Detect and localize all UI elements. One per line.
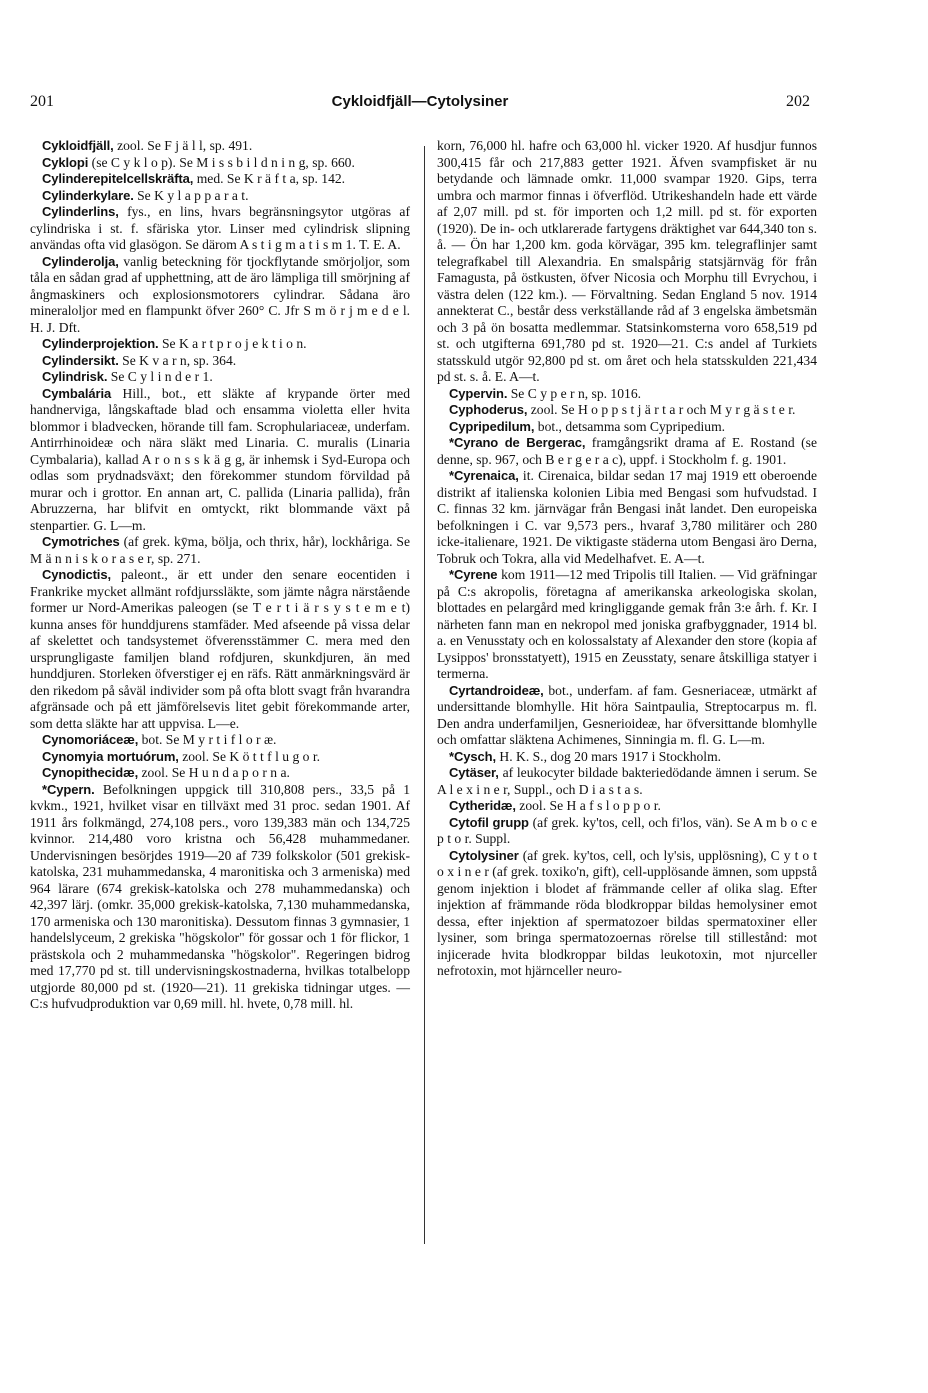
entry-headword: *Cyrene — [449, 567, 498, 582]
entry-text: framgångsrikt drama af E. Rostand (se denne, sp. 967, och B e r g e r a c), uppf. i Stockholm f. g. 1901. — [437, 435, 817, 467]
entry-headword: Cypripedilum, — [449, 418, 535, 434]
entry-text: paleont., är ett under den senare eocentiden i Frankrike mycket allmänt rofdjurssläkte, som jämte några närstående former ur Nord-Amerikas paleogen (se T e r t i ä r s y s t e m e t) kunna anses för hunddjurens stamfäder. Med afseende på vissa delar af skelettet och tandsystemet öfverensstämmer C. mera med den ursprungligaste familjen bland rofdjuren, skunkdjuren, än med hunddjuren. Storleken öfverstiger ej en räfs. Rätt anmärkningsvärd är den rikedom på såväl individer som på ofta blott svagt från hvarandra afgränsade och på ett jämförelsevis litet gebit förekommande arter, som detta släkte har att uppvisa. L—e. — [30, 567, 410, 731]
entry-headword: Cynodictis, — [42, 567, 111, 582]
entry-text: zool. Se F j ä l l, sp. 491. — [113, 138, 253, 153]
entry-text: bot. Se M y r t i f l o r æ. — [138, 732, 277, 747]
entry-headword: *Cypern. — [42, 781, 95, 797]
entry-text: fys., en lins, hvars begränsningsytor utgöras af cylindriska i st. f. sfäriska ytor. Linser med cylindrisk slipning användas ofta vid glasögon. Se därom A s t i g m a t i s m 1. T. E. A. — [30, 204, 410, 252]
entry-text: it. Cirenaica, bildar sedan 17 maj 1919 ett oberoende distrikt af italienska kolonien Libia med Bengasi som hufvudstad. I C. finnas 32 km. järnvägar från Bengasi inåt landet. Den europeiska befolkningen i C. var 9,573 pers., hvaraf 3,780 militärer och 280 icke-italienare, 1921. De viktigaste städerna utom Bengasi äro Derna, Tobruk och Tokra, alla vid Medelhafvet. E. A—t. — [437, 468, 817, 566]
dictionary-entry — [437, 798, 817, 815]
entry-text: zool. Se H u n d a p o r n a. — [138, 765, 290, 780]
entry-headword: Cynomoriáceæ, — [42, 732, 139, 747]
entry-text: zool. Se K ö t t f l u g o r. — [178, 748, 321, 764]
dictionary-entry — [437, 567, 817, 683]
entry-text: (af grek. ky'tos, cell, och fi'los, vän). Se A m b o c e p t o r. Suppl. — [437, 814, 818, 846]
page-header — [30, 93, 810, 117]
entry-text: Hill., bot., ett släkte af krypande örter med handnerviga, långskaftade blad och ensamma violetta eller hvita blommor i bladvecken, hörande till fam. Scrophulariaceæ, underfam. Antirrhinoideæ och nära släkt med Linaria. C. muralis (Linaria Cymbalaria), kallad A r o n s s k ä g g, är inhemsk i Syd-Europa och odlas som prydnadsväxt; den förekommer stundom förvildad på murar och i grottor. En annan art, C. pallida (Linaria pallida), från Abruzzerna, har blifvit en omtyckt, rikt blommande växt på stenpartier. G. L—m. — [30, 385, 410, 533]
entry-text: (af grek. kȳma, bölja, och thrix, hår), lockhåriga. Se M ä n n i s k o r a s e r, sp. 271. — [30, 534, 410, 566]
entry-headword: Cynomyia mortuórum, — [42, 748, 179, 764]
dictionary-entry — [30, 765, 410, 782]
dictionary-entry — [30, 353, 410, 370]
dictionary-entry — [437, 683, 817, 749]
entry-headword: Cypervin. — [449, 385, 508, 401]
entry-headword: Cymbalária — [42, 385, 112, 401]
entry-text: korn, 76,000 hl. hafre och 63,000 hl. vicker 1920. Af husdjur funnos 300,415 får och 217,883 getter 1921. Äfven svampfisket är nu betydande och lämnade omkr. 11,000 svampar 1920. Gips, terra umbra och marmor finnas i öfverflöd. Utrikeshandeln hade ett värde af 2,07 mill. pd st. för importen och 1,2 mill. pd st. för exporten (1920). De in- och utklarerade fartygens dräktighet var 644,340 ton s. å. — Ön har 1,200 km. goda körvägar, 395 km. telegraflinjer samt telegrafkabel till Alexandria. En smalspårig statsjärnväg för från Famagusta, på östkusten, öfver Nicosia och Morphu till Evrychou, i västra delen (122 km.). — Förvaltning. Sedan England 5 nov. 1914 annekterat C., består dess verkställande råd af 3 engelska ämbetsmän och 3 på ön bosatta medlemmar. Statsinkomsterna voro 658,519 pd st. och utgifterna 691,780 pd st. 1920—21. C:s andel af Turkiets statsskuld utgör 92,800 pd st. om året och hela statsskulden 221,434 pd st. s. å. E. A—t. — [437, 138, 817, 384]
entry-headword: Cynopithecidæ, — [42, 765, 139, 780]
entry-text: af leukocyter bildade bakteriedödande ämnen i serum. Se A l e x i n e r, Suppl., och D i a s t a s. — [437, 765, 817, 797]
dictionary-entry — [437, 815, 817, 848]
entry-headword: Cytäser, — [449, 765, 499, 780]
entry-headword: Cytolysiner — [449, 847, 519, 863]
dictionary-entry — [437, 848, 817, 980]
entry-headword: Cymotriches — [42, 534, 120, 549]
entry-headword: Cyrtandroideæ, — [449, 682, 544, 698]
dictionary-entry — [30, 749, 410, 766]
dictionary-entry — [437, 402, 817, 419]
entry-text: Se K v a r n, sp. 364. — [118, 352, 237, 368]
page-number-left: 201 — [30, 93, 54, 110]
entry-headword: Cylinderkylare. — [42, 187, 134, 203]
entry-headword: *Cyrenaica, — [449, 468, 519, 483]
entry-headword: Cylinderprojektion. — [42, 336, 159, 351]
dictionary-entry — [30, 204, 410, 254]
entry-headword: Cylinderolja, — [42, 253, 119, 269]
entry-text: bot., underfam. af fam. Gesneriaceæ, utmärkt af undersittande blomhylle. Hit höra Saintpaulia, Streptocarpus m. fl. Den andra underfamiljen, Gesnerioideæ, har öfversittande blomhylle och omfattar släktena Achimenes, Sinningia m. fl. G. L—m. — [437, 682, 817, 747]
column-divider — [424, 146, 425, 1244]
entry-headword: *Cyrano de Bergerac, — [449, 435, 586, 450]
entry-headword: Cyphoderus, — [449, 402, 528, 417]
entry-text: Befolkningen uppgick till 310,808 pers., 33,5 på 1 kvkm., 1921, hvilket visar en tillväxt med 31 proc. sedan 1901. Af 1911 års folkmängd, 274,108 pers., voro 139,383 män och 134,725 kvinnor. 214,480 voro kristna och 56,428 muhammedaner. Undervisningen besörjdes 1919—20 af 739 folkskolor (501 grekisk-katolska, 231 muhammedanska, 4 maronitiska och 3 armeniska) med 964 lärare (674 grekisk-katolska och 278 muhammedanska) och 42,397 lärj. (omkr. 35,000 grekisk-katolska, 7,130 muhammedanska, 170 armeniska och 130 maronitiska). Dessutom finnas 3 gymnasier, 1 handelslyceum, 2 grekiska "högskolor" för gossar och 1 för flickor, 1 prästskola och 2 muhammedanska "högskolor". Regeringen bidrog med 17,770 pd st. till undervisningskostnaderna, hvilkas totalbelopp utgjorde 80,000 pd st. (1920—21). 11 grekiska tidningar utges. — C:s hufvudproduktion var 0,69 mill. hl. hvete, 0,78 mill. hl. — [30, 781, 410, 1011]
left-column — [30, 138, 410, 1013]
dictionary-entry — [30, 138, 410, 155]
dictionary-entry — [437, 419, 817, 436]
dictionary-entry — [437, 386, 817, 403]
dictionary-entry — [30, 732, 410, 749]
dictionary-entry — [30, 336, 410, 353]
entry-text: Se C y l i n d e r 1. — [107, 369, 213, 384]
entry-headword: Cylindrisk. — [42, 369, 108, 384]
dictionary-entry — [30, 567, 410, 732]
entry-text: kom 1911—12 med Tripolis till Italien. — Vid gräfningar på C:s akropolis, företagna af amerikanska arkeologiska skolan, blottades en pelargård med kringliggande gemak från 3:e årh. f. Kr. I närheten fann man en nekropol med joniska grafbyggnader, 1914 bl. a. en Venusstaty och en kolossalstaty af Alexander den store (kopia af Lysippos' bronsstatyett), 1915 en Zeusstaty, senare åtskilliga statyer i termerna. — [437, 567, 817, 681]
dictionary-entry — [437, 138, 817, 386]
entry-text: med. Se K r ä f t a, sp. 142. — [193, 171, 346, 186]
running-title: Cykloidfjäll—Cytolysiner — [331, 93, 509, 110]
entry-headword: Cyklopi — [42, 154, 89, 170]
dictionary-entry — [437, 468, 817, 567]
dictionary-entry — [30, 534, 410, 567]
entry-headword: Cykloidfjäll, — [42, 138, 114, 153]
entry-text: Se C y p e r n, sp. 1016. — [507, 385, 642, 401]
dictionary-entry — [30, 369, 410, 386]
entry-text: H. K. S., dog 20 mars 1917 i Stockholm. — [496, 748, 722, 764]
entry-headword: *Cysch, — [449, 748, 496, 764]
entry-headword: Cytheridæ, — [449, 798, 516, 813]
dictionary-entry — [437, 749, 817, 766]
right-column — [437, 138, 817, 980]
entry-headword: Cylinderepitelcellskräfta, — [42, 171, 194, 186]
entry-headword: Cylindersikt. — [42, 352, 119, 368]
entry-text: zool. Se H a f s l o p p o r. — [515, 798, 661, 813]
entry-text: vanlig beteckning för tjockflytande smörjoljor, som tåla en sådan grad af upphettning, att de äro lämpliga till smörjning af ångmaskiners och explosionsmotorers cylindrar. Sådana äro mineraloljor med en flampunkt öfver 260° C. Jfr S m ö r j m e d e l. H. J. Dft. — [30, 253, 410, 335]
entry-text: zool. Se H o p p s t j ä r t a r och M y r g ä s t e r. — [527, 402, 796, 417]
entry-text: (se C y k l o p). Se M i s s b i l d n i n g, sp. 660. — [88, 154, 355, 170]
page-number-right: 202 — [786, 93, 810, 110]
dictionary-entry — [437, 435, 817, 468]
dictionary-entry — [30, 188, 410, 205]
dictionary-entry — [437, 765, 817, 798]
entry-text: Se K y l a p p a r a t. — [133, 187, 249, 203]
entry-text: bot., detsamma som Cypripedium. — [534, 418, 726, 434]
dictionary-entry — [30, 155, 410, 172]
entry-text: (af grek. ky'tos, cell, och ly'sis, upplösning), C y t o t o x i n e r (af grek. toxiko'n, gift), cell-upplösande ämnen, som uppstå genom injektion i blodet af främmande celler af olika slag. Efter injektion af främmande röda blodkroppar bildas hemolysiner emot dessa, efter injektion af spermatozoer bildas spermatoxiner eller lysiner, som bringa spermatozoernas rörelse till stillestånd: mot injicerade hvita blodkroppar bildas leukotoxin, mot njurceller nefrotoxin, mot hjärnceller neuro- — [437, 847, 817, 978]
dictionary-entry — [30, 171, 410, 188]
entry-text: Se K a r t p r o j e k t i o n. — [158, 336, 307, 351]
entry-headword: Cylinderlins, — [42, 204, 119, 219]
dictionary-entry — [30, 782, 410, 1013]
dictionary-entry — [30, 386, 410, 535]
entry-headword: Cytofil grupp — [449, 814, 529, 830]
dictionary-entry — [30, 254, 410, 337]
